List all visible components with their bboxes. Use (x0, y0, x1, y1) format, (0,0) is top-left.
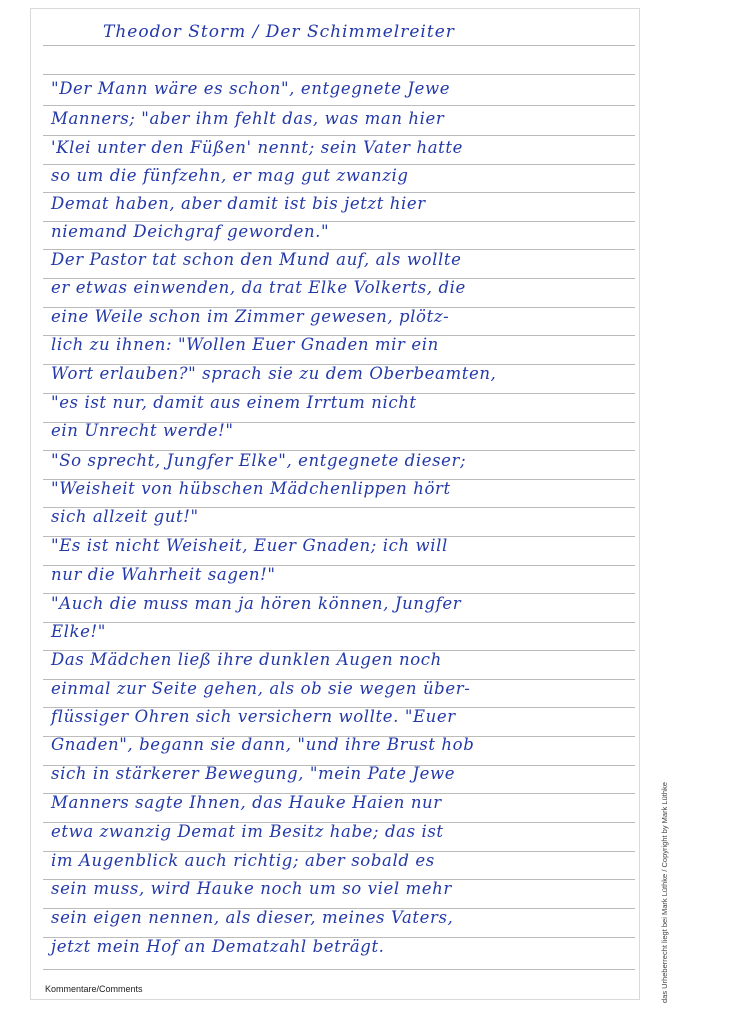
handwritten-line: Elke!" (51, 622, 106, 641)
handwritten-line: etwa zwanzig Demat im Besitz habe; das ist (51, 822, 444, 841)
copyright-notice: das Urheberrecht liegt bei Mark Lüthke / Copyright by Mark Lüthke (660, 782, 669, 1003)
handwritten-line: im Augenblick auch richtig; aber sobald es (51, 851, 435, 870)
handwritten-line: Der Pastor tat schon den Mund auf, als wollte (51, 250, 462, 269)
handwritten-line: eine Weile schon im Zimmer gewesen, plötz- (51, 307, 450, 326)
ruled-line (43, 45, 635, 46)
ruled-line (43, 969, 635, 970)
ruled-line (43, 135, 635, 136)
ruled-line (43, 105, 635, 106)
page-title: Theodor Storm / Der Schimmelreiter (103, 22, 455, 42)
ruled-line (43, 74, 635, 75)
handwritten-line: er etwas einwenden, da trat Elke Volkerts, die (51, 278, 466, 297)
handwritten-line: Manners; "aber ihm fehlt das, was man hier (51, 109, 445, 128)
handwritten-line: "es ist nur, damit aus einem Irrtum nicht (51, 393, 417, 412)
handwritten-line: sein eigen nennen, als dieser, meines Vaters, (51, 908, 454, 927)
comments-label: Kommentare/Comments (45, 984, 143, 994)
handwritten-line: sein muss, wird Hauke noch um so viel mehr (51, 879, 452, 898)
handwritten-line: "Es ist nicht Weisheit, Euer Gnaden; ich will (51, 536, 448, 555)
handwritten-line: Gnaden", begann sie dann, "und ihre Brust hob (51, 735, 475, 754)
handwritten-line: "Der Mann wäre es schon", entgegnete Jewe (51, 79, 451, 98)
handwritten-line: so um die fünfzehn, er mag gut zwanzig (51, 166, 409, 185)
handwritten-line: "Weisheit von hübschen Mädchenlippen hört (51, 479, 451, 498)
handwritten-line: Das Mädchen ließ ihre dunklen Augen noch (51, 650, 442, 669)
handwritten-line: Wort erlauben?" sprach sie zu dem Oberbeamten, (51, 364, 497, 383)
handwritten-line: niemand Deichgraf geworden." (51, 222, 330, 241)
handwritten-line: sich in stärkerer Bewegung, "mein Pate Jewe (51, 764, 456, 783)
handwritten-line: Manners sagte Ihnen, das Hauke Haien nur (51, 793, 442, 812)
handwritten-line: "Auch die muss man ja hören können, Jungfer (51, 594, 462, 613)
handwritten-line: 'Klei unter den Füßen' nennt; sein Vater hatte (51, 138, 463, 157)
handwritten-page (30, 8, 640, 1000)
handwritten-line: sich allzeit gut!" (51, 507, 199, 526)
handwritten-line: jetzt mein Hof an Dematzahl beträgt. (51, 937, 385, 956)
handwritten-line: einmal zur Seite gehen, als ob sie wegen über- (51, 679, 471, 698)
handwritten-line: Demat haben, aber damit ist bis jetzt hier (51, 194, 426, 213)
handwritten-line: nur die Wahrheit sagen!" (51, 565, 276, 584)
handwritten-line: "So sprecht, Jungfer Elke", entgegnete dieser; (51, 451, 467, 470)
handwritten-line: flüssiger Ohren sich versichern wollte. "Euer (51, 707, 456, 726)
handwritten-line: ein Unrecht werde!" (51, 421, 234, 440)
handwritten-line: lich zu ihnen: "Wollen Euer Gnaden mir ein (51, 335, 439, 354)
